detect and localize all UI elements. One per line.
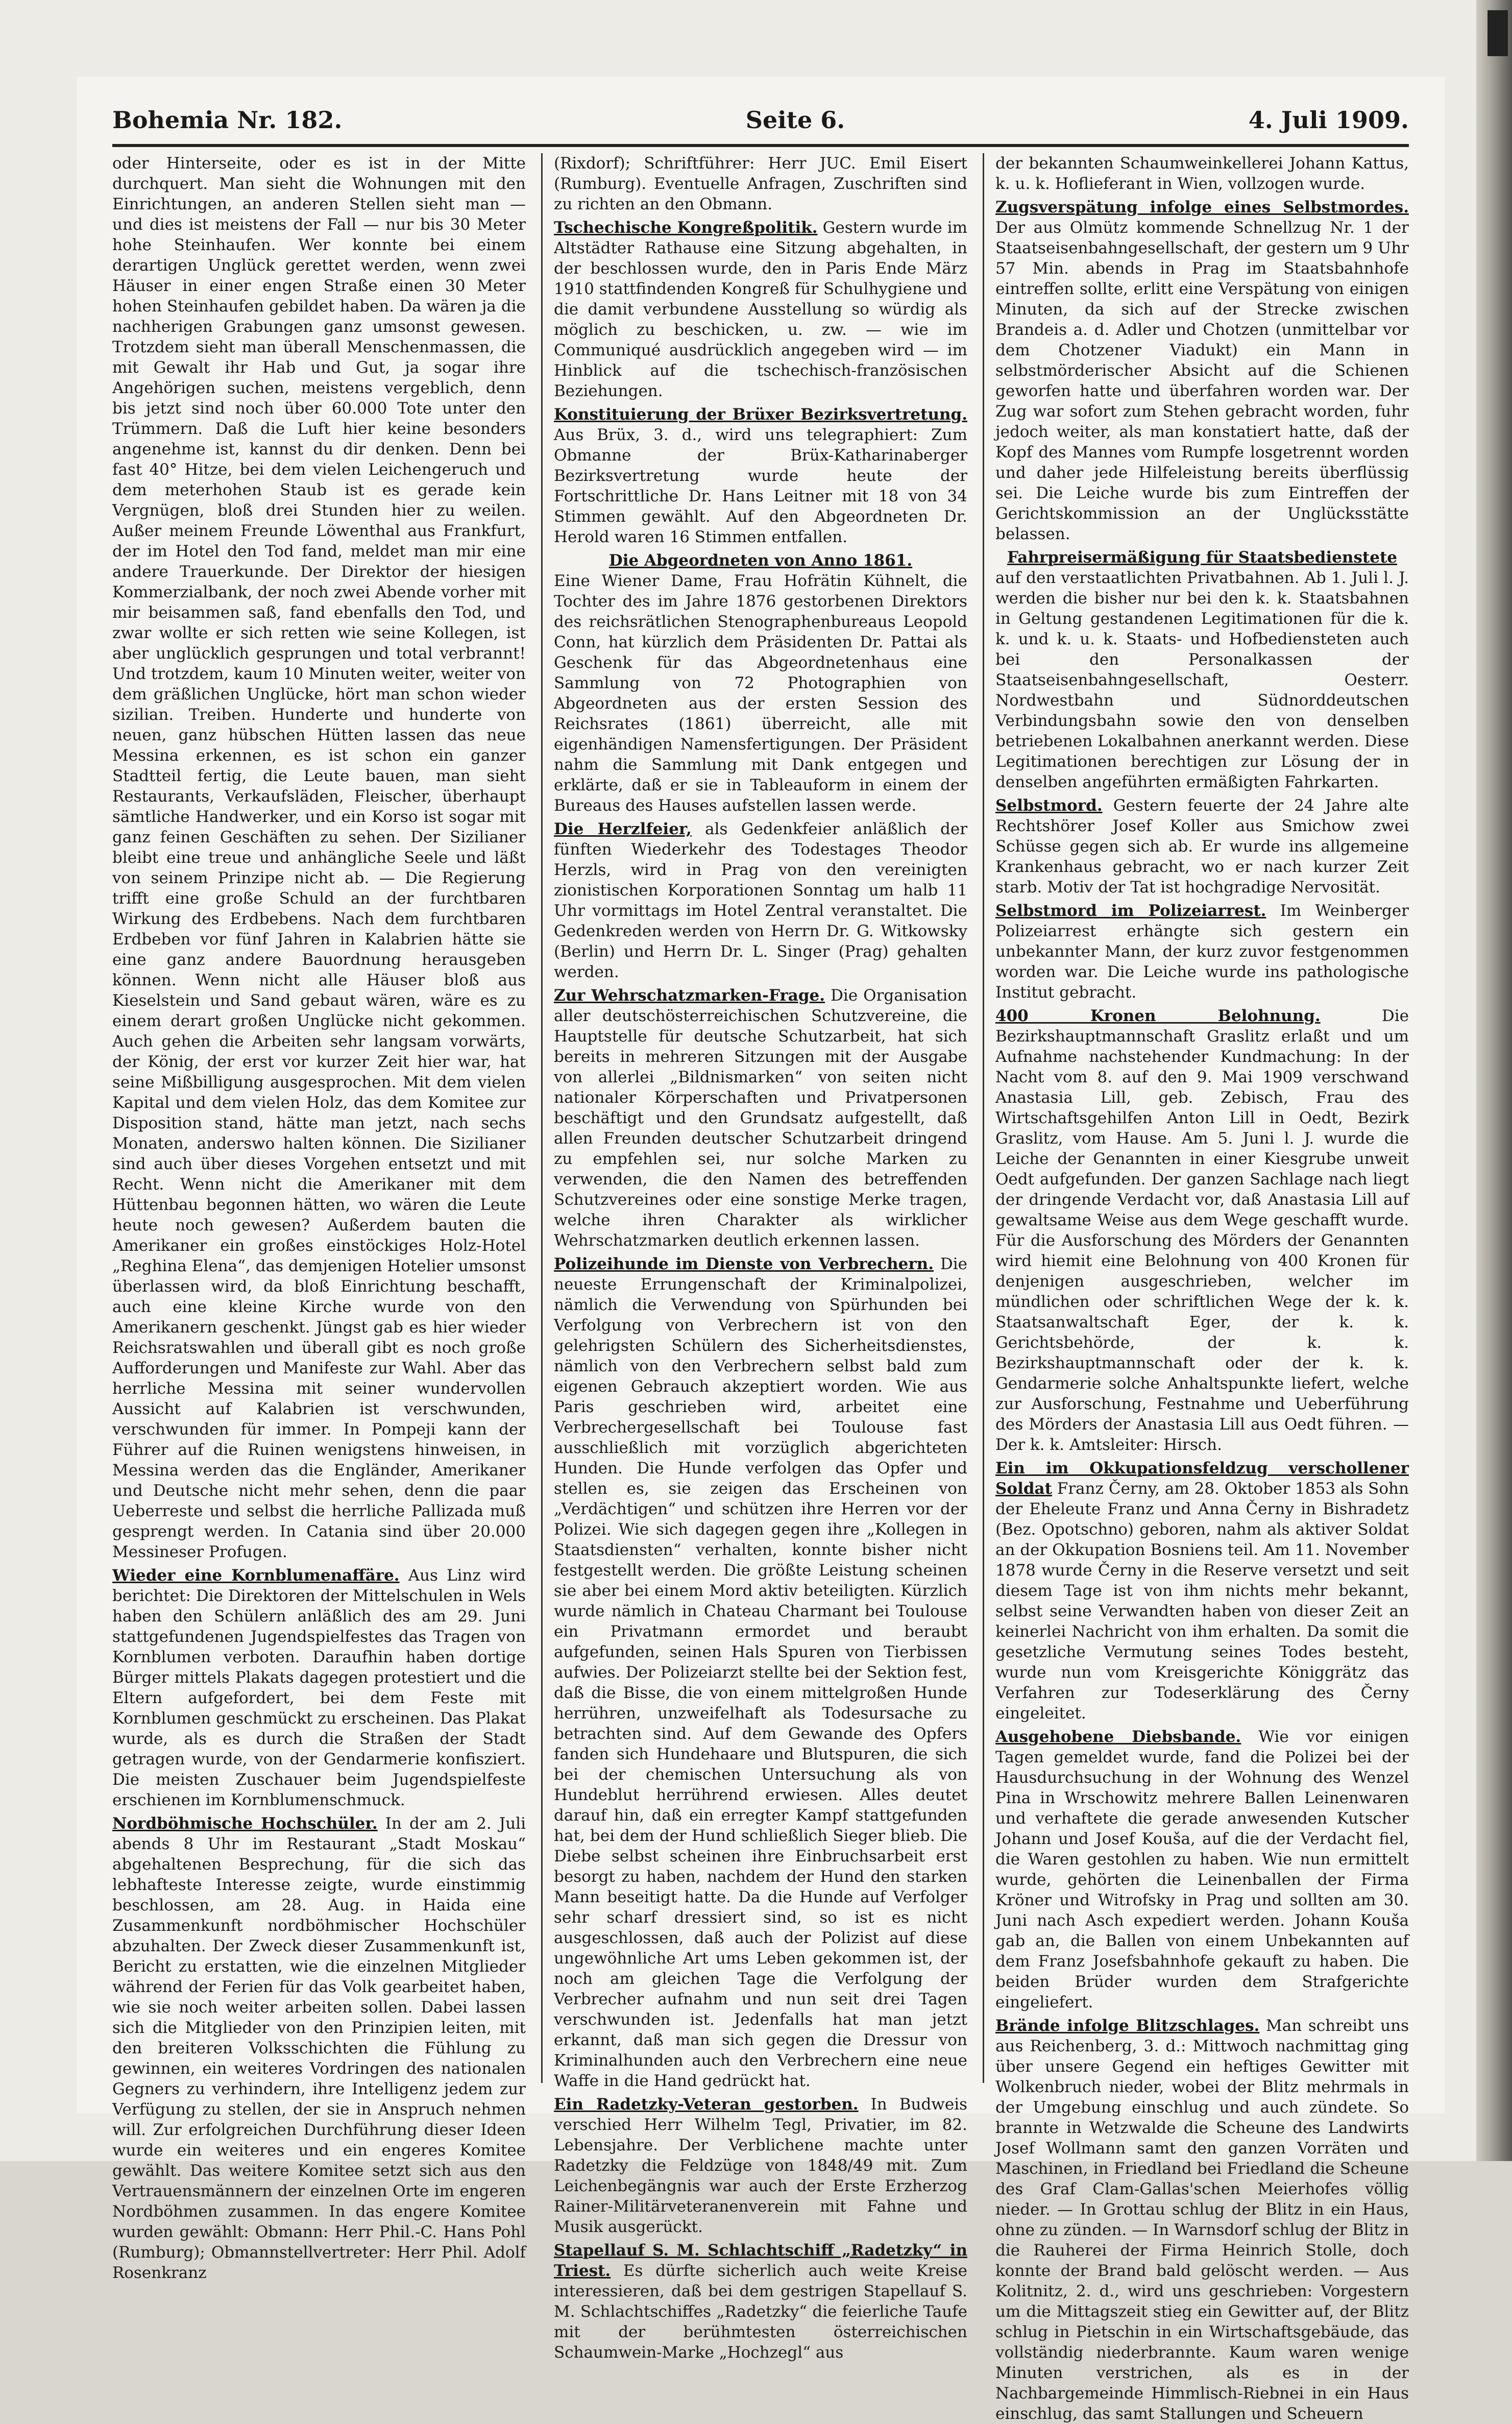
column-2 xyxy=(554,153,968,2362)
article-text: Der aus Olmütz kommende Schnellzug Nr. 1 der Staatseisenbahngesellschaft, der gestern um 9 Uhr 57 Min. abends in Prag im Staatsbahnhofe eintreffen sollte, erlitt eine Verspätung von einigen Minuten, da sich auf der Strecke zwischen Brandeis a. d. Adler und Chotzen (unmittelbar vor dem Chotzener Viadukt) ein Mann in selbstmörderischer Absicht auf die Schienen geworfen hatte und überfahren worden war. Der Zug war sofort zum Stehen gebracht worden, fuhr jedoch weiter, als man konstatiert hatte, daß der Kopf des Mannes vom Rumpfe losgetrennt worden und daher jede Hilfeleistung bereits überflüssig sei. Die Leiche wurde bis zum Eintreffen der Gerichtskommission an der Unglücksstätte belassen. xyxy=(995,219,1409,543)
column-separator xyxy=(983,153,984,2083)
masthead xyxy=(112,100,1409,140)
article-headline: Selbstmord im Polizeiarrest. xyxy=(995,902,1266,920)
article-text: Im Weinberger Polizeiarrest erhängte sich gestern ein unbekannter Mann, der kurz zuvor festgenommen worden war. Die Leiche wurde ins pathologische Institut gebracht. xyxy=(995,902,1409,1002)
newspaper-page xyxy=(77,77,1445,2423)
masthead-rule xyxy=(112,144,1409,147)
article-messina-continued xyxy=(112,153,526,1562)
article-headline: Ausgehobene Diebsbande. xyxy=(995,1728,1241,1746)
article-fahrpreisermaessigung xyxy=(995,547,1409,792)
article-headline: Konstituierung der Brüxer Bezirksvertretung. xyxy=(554,405,967,424)
article-selbstmord xyxy=(995,795,1409,898)
article-headline: 400 Kronen Belohnung. xyxy=(995,1007,1321,1025)
column-3 xyxy=(995,153,1409,2423)
article-text: Franz Černy, am 28. Oktober 1853 als Sohn der Eheleute Franz und Anna Černy in Bishradetz (Bez. Opotschno) geboren, nahm als aktiver Soldat an der Okkupation Bosniens teil. Am 11. November 1878 wurde Černy in die Reserve versetzt und seit diesem Tage ist von ihm nichts mehr bekannt, selbst seine Verwandten haben von dieser Zeit an keinerlei Nachricht von ihm erhalten. Da somit die gesetzliche Vermutung seines Todes besteht, wurde nun vom Kreisgerichte Königgrätz das Verfahren zur Todeserklärung des Černy eingeleitet. xyxy=(995,1480,1409,1723)
article-headline: Die Herzlfeier, xyxy=(554,820,692,838)
scan-page-edge xyxy=(1476,0,1512,2161)
article-headline: Tschechische Kongreßpolitik. xyxy=(554,219,818,237)
article-text: Die Bezirkshauptmannschaft Graslitz erlaßt und um Aufnahme nachstehender Kundmachung: In der Nacht vom 8. auf den 9. Mai 1909 verschwand Anastasia Lill, geb. Zebisch, Frau des Wirtschaftsgehilfen Anton Lill in Oedt, Bezirk Graslitz, vom Hause. Am 5. Juni l. J. wurde die Leiche der Genannten in einer Kiesgrube unweit Oedt aufgefunden. Der ganzen Sachlage nach liegt der dringende Verdacht vor, daß Anastasia Lill auf gewaltsame Weise aus dem Wege geschafft wurde. Für die Ausforschung des Mörders der Genannten wird hiemit eine Belohnung von 400 Kronen für denjenigen ausgeschrieben, welcher im mündlichen oder schriftlichen Wege der k. k. Staatsanwaltschaft Eger, der k. k. Gerichtsbehörde, der k. k. Bezirkshauptmannschaft oder der k. k. Gendarmerie solche Anhaltspunkte liefert, welche zur Ausforschung, Festnahme und Ueberführung des Mörders der Anastasia Lill aus Oedt führen. — Der k. k. Amtsleiter: Hirsch. xyxy=(995,1007,1409,1454)
article-headline: Die Abgeordneten von Anno 1861. xyxy=(608,551,913,570)
article-herzlfeier xyxy=(554,819,967,982)
article-kornblumenaffaere xyxy=(112,1565,526,1810)
article-polizeihunde xyxy=(554,1254,967,2091)
article-text: Gestern wurde im Altstädter Rathause eine Sitzung abgehalten, in der beschlossen wurde, den in Paris Ende März 1910 stattfindenden Kongreß für Schulhygiene und die damit verbundene Ausstellung so würdig als möglich zu beschicken, u. zw. — wie im Communiqué ausdrücklich angegeben wird — im Hinblick auf die tschechisch-französischen Beziehungen. xyxy=(554,219,967,400)
article-headline: Ein im Okkupationsfeldzug verschollener Soldat xyxy=(995,1459,1409,1498)
article-hochschueler xyxy=(112,1813,526,2283)
article-text: Eine Wiener Dame, Frau Hofrätin Kühnelt, die Tochter des im Jahre 1876 gestorbenen Direktors des reichsrätlichen Stenographenbureaus Leopold Conn, hat kürzlich dem Präsidenten Dr. Pattai als Geschenk für das Abgeordnetenhaus eine Sammlung von 72 Photographien von Abgeordneten aus der ersten Session des Reichsrates (1861) überreicht, alle mit eigenhändigen Namensfertigungen. Der Präsident nahm die Sammlung mit Dank entgegen und erklärte, daß er sie in Tableauform in einem der Bureaus des Hauses aufstellen lassen werde. xyxy=(554,572,967,815)
article-verschollener-soldat xyxy=(995,1458,1409,1724)
article-text: als Gedenkfeier anläßlich der fünften Wiederkehr des Todestages Theodor Herzls, wird in Prag von den vereinigten zionistischen Korporationen Sonntag um halb 11 Uhr vormittags im Hotel Zentral veranstaltet. Die Gedenkreden werden von Herrn Dr. G. Witkowsky (Berlin) und Herrn Dr. L. Singer (Prag) gehalten werden. xyxy=(554,820,968,981)
article-wehrschatzmarken xyxy=(554,985,967,1251)
article-text: Man schreibt uns aus Reichenberg, 3. d.: Mittwoch nachmittag ging über unsere Gegend ein heftiges Gewitter mit Wolkenbruch nieder, wobei der Blitz mehrmals in der Umgebung einschlug und auch zündete. So brannte in Wetzwalde die Scheune des Landwirts Josef Wollmann samt den ganzen Vorräten und Maschinen, in Friedland bei Friedland die Scheune des Graf Clam-Gallas'schen Meierhofes völlig nieder. — In Grottau schlug der Blitz in ein Haus, ohne zu zünden. — In Warnsdorf schlug der Blitz in die Rauherei der Firma Heinrich Stolle, doch konnte der Brand bald gelöscht werden. — Aus Kolitnitz, 2. d., wird uns geschrieben: Vorgestern um die Mittagszeit stieg ein Gewitter auf, der Blitz schlug in Pietschin in ein Wirtschaftsgebäude, das vollständig niederbrannte. Kaum waren wenige Minuten verstrichen, als es in der Nachbargemeinde Himmlisch-Riebnei in ein Haus einschlug, das samt Stallungen und Scheuern xyxy=(995,2017,1409,2423)
article-kongresspolitik xyxy=(554,217,967,401)
article-headline: Ein Radetzky-Veteran gestorben. xyxy=(554,2095,859,2114)
article-text: oder Hinterseite, oder es ist in der Mitte durchquert. Man sieht die Wohnungen mit den Einrichtungen, an anderen Stellen sieht man — und dies ist meistens der Fall — nur bis 30 Meter hohe Steinhaufen. Wer konnte bei einem derartigen Unglück gerettet werden, wenn zwei Häuser in einer engen Straße einen 30 Meter hohen Steinhaufen gebildet haben. Da wären ja die nachherigen Grabungen ganz umsonst gewesen. Trotzdem sieht man überall Menschenmassen, die mit Gewalt ihr Hab und Gut, ja sogar ihre Angehörigen suchen, meistens vergeblich, denn bis jetzt sind noch über 60.000 Tote unter den Trümmern. Daß die Luft hier keine besonders angenehme ist, kannst du dir denken. Denn bei fast 40° Hitze, bei dem vielen Leichengeruch und dem meterhohen Staub ist es gerade kein Vergnügen, bloß drei Stunden hier zu weilen. Außer meinem Freunde Löwenthal aus Frankfurt, der im Hotel den Tod fand, meldet man mir eine andere Trauerkunde. Der Direktor der hiesigen Kommerzialbank, der noch zwei Abende vorher mit mir beisammen saß, fand ebenfalls den Tod, und zwar wollte er sich retten wie seine Kollegen, ist aber unglücklich gesprungen und total verbrannt! Und trotzdem, kaum 10 Minuten weiter, weiter von dem gräßlichen Unglücke, hört man schon wieder sizilian. Treiben. Hunderte und hunderte von neuen, ganz hübschen Hütten lassen das neue Messina erkennen, es ist schon ein ganzer Stadtteil fertig, die Leute bauen, man sieht Restaurants, Verkaufsläden, Fleischer, überhaupt sämtliche Handwerker, und ein Korso ist sogar mit ganz feinen Geschäften zu sehen. Der Sizilianer bleibt eine treue und anhängliche Seele und läßt von seinem Prinzipe nicht ab. — Die Regierung trifft eine große Schuld an der furchtbaren Wirkung des Erdbebens. Nach dem furchtbaren Erdbeben vor fünf Jahren in Kalabrien hätte sie eine ganz andere Bauordnung herausgeben können. Wenn nicht alle Häuser bloß aus Kieselstein und Sand gebaut wären, wäre es zu einem derart großen Unglücke nicht gekommen. Auch gehen die Arbeiten sehr langsam vorwärts, der König, der erst vor kurzer Zeit hier war, hat seine Mißbilligung ausgesprochen. Mit dem vielen Kapital und dem vielen Holz, das dem Komitee zur Disposition stand, hätte man jetzt, nach sechs Monaten, anderswo halten können. Die Sizilianer sind auch über dieses Vorgehen entsetzt und mit Recht. Wenn nicht die Amerikaner mit dem Hüttenbau begonnen hätten, wo wären die Leute heute noch gewesen? Außerdem bauten die Amerikaner ein großes einstöckiges Holz-Hotel „Reghina Elena“, das demjenigen Hotelier umsonst überlassen wird, da bloß Einrichtung beschafft, auch eine kleine Kirche wurde von den Amerikanern geschenkt. Jüngst gab es hier wieder Reichsratswahlen und überall gibt es noch große Aufforderungen und Manifeste zur Wahl. Aber das herrliche Messina mit seiner wundervollen Aussicht auf Kalabrien ist verschwunden, verschwunden für immer. In Pompeji kann der Führer auf die Ruinen wenigstens hinweisen, in Messina werden das die Engländer, Amerikaner und Deutsche nicht mehr sehen, denn die paar Ueberreste und selbst die herrliche Pallizada muß gesprengt werden. In Catania sind über 20.000 Messineser Profugen. xyxy=(112,154,526,1561)
article-diebsbande xyxy=(995,1727,1409,2013)
article-bezirksvertretung xyxy=(554,404,967,547)
article-headline: Fahrpreisermäßigung für Staatsbedienstete xyxy=(1007,548,1398,567)
article-blitzschlag xyxy=(995,2016,1409,2424)
article-headline: Brände infolge Blitzschlages. xyxy=(995,2017,1260,2035)
article-text: Wie vor einigen Tagen gemeldet wurde, fand die Polizei bei der Hausdurchsuchung in der Wohnung des Wenzel Pina in Wrschowitz mehrere Ballen Leinenwaren und verhaftete die gerade anwesenden Kutscher Johann und Josef Kouša, auf die der Verdacht fiel, die Waren gestohlen zu haben. Wie nun ermittelt wurde, gehörten die Leinenballen der Firma Kröner und Witrofsky in Prag und sollten am 30. Juni nach Asch expediert werden. Johann Kouša gab an, die Ballen von einem Unbekannten auf dem Franz Josefsbahnhofe gekauft zu haben. Die beiden Brüder wurden dem Strafgerichte eingeliefert. xyxy=(995,1728,1409,2011)
article-text: Die Organisation aller deutschösterreichischen Schutzvereine, die Hauptstelle für deutsche Schutzarbeit, hat sich bereits in mehreren Sitzungen mit der Ausgabe von allerlei „Bildnismarken“ von seiten nicht nationaler Körperschaften und Privatpersonen beschäftigt und den Grundsatz aufgestellt, daß allen Freunden deutscher Schutzarbeit dringend zu empfehlen sei, nur solche Marken zu verwenden, die den Namen des betreffenden Schutzvereines oder eine sonstige Merke tragen, welche ihren Charakter als wirklicher Wehrschatzmarken deutlich erkennen lassen. xyxy=(554,986,967,1250)
column-1 xyxy=(112,153,526,2282)
article-headline: Nordböhmische Hochschüler. xyxy=(112,1814,378,1833)
article-text: (Rixdorf); Schriftführer: Herr JUC. Emil Eisert (Rumburg). Eventuelle Anfragen, Zuschriften sind zu richten an den Obmann. xyxy=(554,154,967,213)
article-text: In Budweis verschied Herr Wilhelm Tegl, Privatier, im 82. Lebensjahre. Der Verblichene machte unter Radetzky die Feldzüge von 1848/49 mit. Zum Leichenbegängnis war auch der Erste Erzherzog Rainer-Militärveteranenverein mit Fahne und Musik ausgerückt. xyxy=(554,2095,968,2236)
article-text: Es dürfte sicherlich auch weite Kreise interessieren, daß bei dem gestrigen Stapellauf S. M. Schlachtschiffes „Radetzky“ die feierliche Taufe mit der berühmtesten österreichischen Schaumwein-Marke „Hochzegl“ aus xyxy=(554,2262,967,2362)
article-zugsverspaetung xyxy=(995,197,1409,544)
article-belohnung xyxy=(995,1006,1409,1455)
article-headline: Polizeihunde im Dienste von Verbrechern. xyxy=(554,1255,934,1273)
article-text: Aus Brüx, 3. d., wird uns telegraphiert: Zum Obmanne der Brüx-Katharinaberger Bezirksvertretung wurde heute der Fortschrittliche Dr. Hans Leitner mit 18 von 34 Stimmen gewählt. Auf den Abgeordneten Dr. Herold waren 16 Stimmen entfallen. xyxy=(554,426,967,546)
masthead-date: 4. Juli 1909. xyxy=(1248,106,1409,134)
article-abgeordneten-1861 xyxy=(554,550,967,816)
masthead-page-number: Seite 6. xyxy=(745,106,845,134)
article-stapellauf-continued xyxy=(995,153,1409,194)
article-headline: Stapellauf S. M. Schlachtschiff „Radetzky“ in Triest. xyxy=(554,2241,967,2280)
article-selbstmord-polizeiarrest xyxy=(995,901,1409,1003)
article-hochschueler-continued xyxy=(554,153,967,214)
article-headline: Zugsverspätung infolge eines Selbstmordes. xyxy=(995,198,1409,216)
article-text: Die neueste Errungenschaft der Kriminalpolizei, nämlich die Verwendung von Spürhunden bei Verfolgung von Verbrechern ist von den gelehrigsten Schülern des Sicherheitsdienstes, nämlich von den Verbrechern selbst bald zum eigenen Gebrauch akzeptiert worden. Wie aus Paris geschrieben wird, arbeitet eine Verbrechergesellschaft bei Toulouse fast ausschließlich mit vorzüglich abgerichteten Hunden. Die Hunde verfolgen das Opfer und stellen es, sie zeigen das Erscheinen von „Verdächtigen“ und schützen ihre Herren vor der Polizei. Wie sich dagegen gegen ihre „Kollegen in Staatsdiensten“ verhalten, konnte bisher nicht festgestellt werden. Die größte Leistung scheinen sie aber bei einem Mord aktiv beteiligten. Kürzlich wurde nämlich in Chateau Charmant bei Toulouse ein Privatmann ermordet und beraubt aufgefunden, seinen Hals Spuren von Tierbissen aufwies. Der Polizeiarzt stellte bei der Sektion fest, daß die Bisse, die von einem mittelgroßen Hunde herrühren, unzweifelhaft als Todesursache zu betrachten sind. Auf dem Gewande des Opfers fanden sich Hundehaare und Blutspuren, die sich bei der chemischen Untersuchung als von Hundeblut herrührend erwiesen. Alles deutet darauf hin, daß ein erregter Kampf stattgefunden hat, bei dem der Hund schließlich Sieger blieb. Die Diebe selbst scheinen ihre Einbruchsarbeit erst besorgt zu haben, nachdem der Hund den starken Mann beseitigt hatte. Da die Hunde auf Verfolger sehr scharf dressiert sind, so ist es nicht ausgeschlossen, daß auch der Polizist auf diese ungewöhnliche Art ums Leben gekommen ist, der noch am gleichen Tage die Verfolgung der Verbrecher aufnahm und nun seit drei Tagen verschwunden ist. Jedenfalls hat man jetzt erkannt, daß man sich gegen die Dressur von Kriminalhunden auch den Verbrechern eine neue Waffe in die Hand gedrückt hat. xyxy=(554,1255,967,2090)
article-stapellauf xyxy=(554,2240,967,2363)
article-text: In der am 2. Juli abends 8 Uhr im Restaurant „Stadt Moskau“ abgehaltenen Besprechung, für die sich das lebhafteste Interesse zeigte, wurde einstimmig beschlossen, am 28. Aug. in Haida eine Zusammenkunft nordböhmischer Hochschüler abzuhalten. Der Zweck dieser Zusammenkunft ist, Bericht zu erstatten, wie die einzelnen Mitglieder während der Ferien für das Volk gearbeitet haben, wie sie noch weiter arbeiten sollen. Dabei lassen sich die Mitglieder von den Prinzipien leiten, mit den breiteren Volksschichten die Fühlung zu gewinnen, ein weiteres Vordringen des nationalen Gegners zu verhindern, ihre Intelligenz jedem zur Verfügung zu stellen, der sie in Anspruch nehmen will. Zur erfolgreichen Durchführung dieser Ideen wurde ein weiteres und ein engeres Komitee gewählt. Das weitere Komitee setzt sich aus den Vertrauensmännern der einzelnen Orte im engeren Nordböhmen zusammen. In das engere Komitee wurden gewählt: Obmann: Herr Phil.-C. Hans Pohl (Rumburg); Obmannstellvertreter: Herr Phil. Adolf Rosenkranz xyxy=(112,1814,526,2282)
article-headline: Selbstmord. xyxy=(995,796,1103,815)
article-text: der bekannten Schaumweinkellerei Johann Kattus, k. u. k. Hoflieferant in Wien, vollzogen wurde. xyxy=(995,154,1409,193)
article-radetzky-veteran xyxy=(554,2094,967,2237)
article-headline: Wieder eine Kornblumenaffäre. xyxy=(112,1566,400,1585)
scan-corner-mark xyxy=(1487,10,1508,56)
article-text: auf den verstaatlichten Privatbahnen. Ab 1. Juli l. J. werden die bisher nur bei den k. k. Staatsbahnen in Geltung gestandenen Legitimationen für die k. k. und k. u. k. Staats- und Hofbediensteten auch bei den Personalkassen der Staatseisenbahngesellschaft, Oesterr. Nordwestbahn und Südnorddeutschen Verbindungsbahn sowie den von denselben betriebenen Lokalbahnen anerkannt werden. Diese Legitimationen berechtigen zur Lösung der in denselben angeführten ermäßigten Fahrkarten. xyxy=(995,569,1409,791)
masthead-paper-issue: Bohemia Nr. 182. xyxy=(112,106,343,134)
column-separator xyxy=(541,153,543,2083)
article-text: Gestern feuerte der 24 Jahre alte Rechtshörer Josef Koller aus Smichow zwei Schüsse gegen sich ab. Er wurde ins allgemeine Krankenhaus gebracht, wo er nach kurzer Zeit starb. Motiv der Tat ist hochgradige Nervosität. xyxy=(995,796,1409,896)
article-text: Aus Linz wird berichtet: Die Direktoren der Mittelschulen in Wels haben den Schülern anläßlich des am 29. Juni stattgefundenen Jugendspielfestes das Tragen von Kornblumen verboten. Daraufhin haben dortige Bürger mittels Plakats dagegen protestiert und die Eltern aufgefordert, bei dem Feste mit Kornblumen geschmückt zu erscheinen. Das Plakat wurde, als es durch die Straßen der Stadt getragen wurde, von der Gendarmerie konfisziert. Die meisten Zuschauer beim Jugendspielfeste erschienen im Kornblumenschmuck. xyxy=(112,1566,526,1809)
article-headline: Zur Wehrschatzmarken-Frage. xyxy=(554,986,825,1005)
